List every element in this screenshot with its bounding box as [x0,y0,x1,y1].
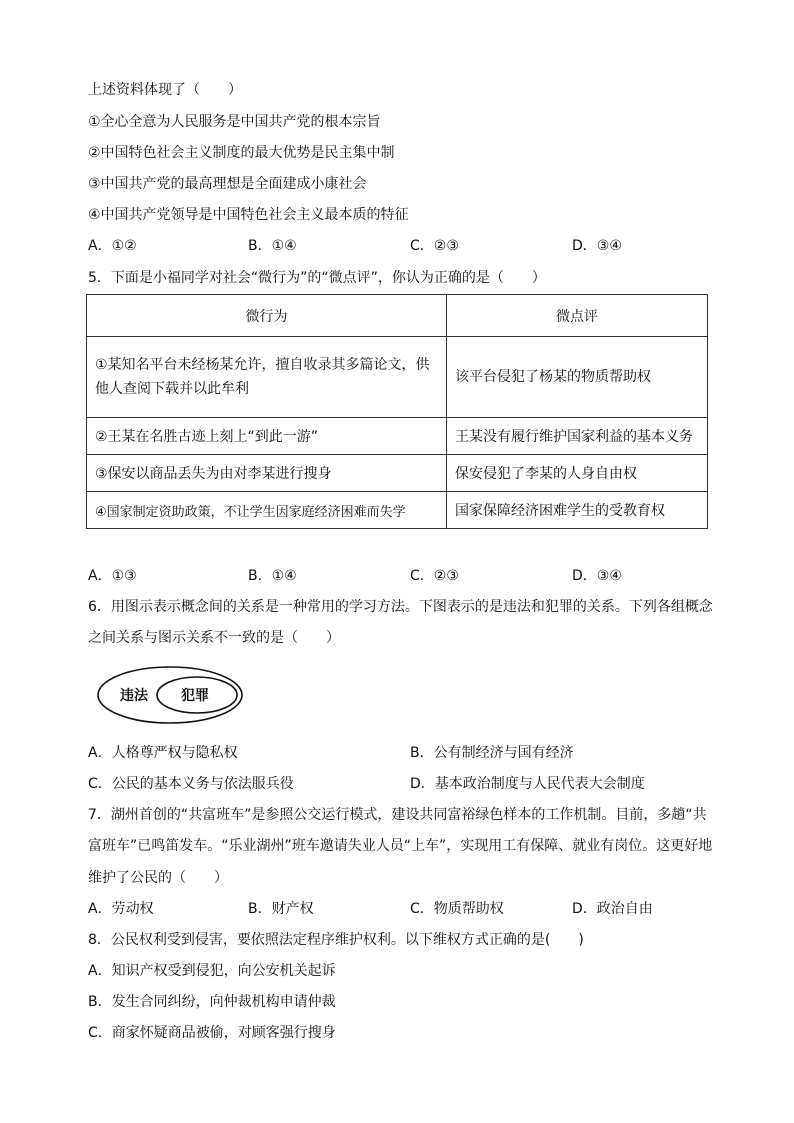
q7-option-a: A．劳动权 [88,901,154,917]
q8-option-c: C．商家怀疑商品被偷，对顾客强行搜身 [88,1025,336,1041]
q4-option-a: A．①② [88,238,137,254]
table-cell-behavior: ②王某在名胜古迹上刻上“到此一游” [87,418,447,455]
table-header-comment: 微点评 [447,295,708,337]
table-row [87,492,708,529]
q4-item-3: ③中国共产党的最高理想是全面建成小康社会 [88,176,367,192]
q5-option-d: D．③④ [572,568,622,584]
q7-option-b: B．财产权 [248,901,314,917]
q5-option-a: A．①③ [88,568,137,584]
q6-option-d: D．基本政治制度与人民代表大会制度 [410,776,645,792]
table-cell-behavior: ④国家制定资助政策，不让学生因家庭经济困难而失学 [87,492,447,529]
table-cell-comment: 该平台侵犯了杨某的物质帮助权 [447,337,708,418]
q5-table [86,294,708,529]
q7-option-c: C．物质帮助权 [410,901,504,917]
q5-option-c: C．②③ [410,568,459,584]
table-cell-comment: 王某没有履行维护国家利益的基本义务 [447,418,708,455]
table-row [87,337,708,418]
outer-label: 违法 [120,688,148,704]
q5-option-b: B．①④ [248,568,297,584]
q6-option-c: C．公民的基本义务与依法服兵役 [88,776,294,792]
q6-option-a: A．人格尊严权与隐私权 [88,745,238,761]
q4-option-d: D．③④ [572,238,622,254]
q4-option-b: B．①④ [248,238,297,254]
table-cell-comment: 国家保障经济困难学生的受教育权 [447,492,708,529]
q7-stem-line-3: 维护了公民的（ ） [88,870,228,886]
q6-option-b: B．公有制经济与国有经济 [410,745,574,761]
table-cell-behavior: ③保安以商品丢失为由对李某进行搜身 [87,455,447,492]
q7-option-d: D．政治自由 [572,901,653,917]
inner-label: 犯罪 [181,688,209,704]
table-cell-comment: 保安侵犯了李某的人身自由权 [447,455,708,492]
table-header-row [87,295,708,337]
table-row [87,455,708,492]
table-header-behavior: 微行为 [87,295,447,337]
q6-stem-line-2: 之间关系与图示关系不一致的是（ ） [88,630,340,646]
q4-option-c: C．②③ [410,238,459,254]
q7-stem-line-2: 富班车”已鸣笛发车。“乐业湖州”班车邀请失业人员“上车”，实现用工有保障、就业有岗位。这更好地 [88,838,713,854]
q4-stem: 上述资料体现了（ ） [88,82,242,98]
venn-diagram [96,665,246,725]
table-row [87,418,708,455]
q5-stem: 5．下面是小福同学对社会“微行为”的“微点评”，你认为正确的是（ ） [88,270,546,286]
q8-option-a: A．知识产权受到侵犯，向公安机关起诉 [88,963,336,979]
q4-item-2: ②中国特色社会主义制度的最大优势是民主集中制 [88,145,395,161]
q6-stem-line-1: 6．用图示表示概念间的关系是一种常用的学习方法。下图表示的是违法和犯罪的关系。下列各组概念 [88,599,713,615]
q4-item-4: ④中国共产党领导是中国特色社会主义最本质的特征 [88,207,409,223]
table-cell-behavior: ①某知名平台未经杨某允许，擅自收录其多篇论文，供他人查阅下载并以此牟利 [87,337,447,418]
q8-stem: 8．公民权利受到侵害，要依照法定程序维护权利。以下维权方式正确的是( ) [88,932,584,948]
q4-item-1: ①全心全意为人民服务是中国共产党的根本宗旨 [88,114,381,130]
q8-option-b: B．发生合同纠纷，向仲裁机构申请仲裁 [88,994,336,1010]
q7-stem-line-1: 7．湖州首创的“共富班车”是参照公交运行模式，建设共同富裕绿色样本的工作机制。目前，多趟“共 [88,807,707,823]
